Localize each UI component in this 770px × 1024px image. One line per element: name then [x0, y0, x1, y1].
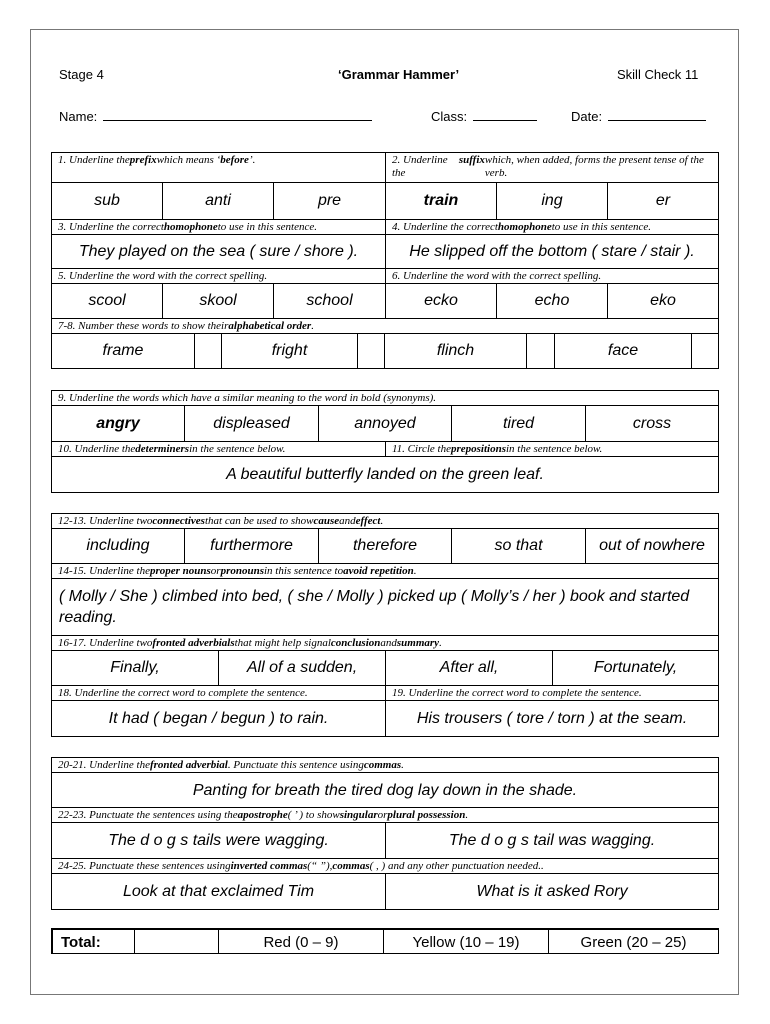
q78-word: face [555, 334, 692, 368]
q4-sentence[interactable]: He slipped off the bottom ( stare / stair ). [409, 243, 695, 260]
q10-instruction: 10. Underline the determiners in the sentence below. [52, 442, 386, 456]
q1-option[interactable]: anti [163, 183, 274, 219]
q11-instruction: 11. Circle the prepositions in the sentence below. [392, 443, 603, 455]
q22-23-sentence[interactable]: The d o g s tails were wagging. [52, 823, 386, 858]
q9-word: angry [52, 406, 185, 441]
name-field[interactable] [59, 108, 372, 124]
q12-13-option[interactable]: furthermore [185, 529, 319, 563]
q24-25-sentence[interactable]: Look at that exclaimed Tim [52, 874, 386, 909]
q12-13-option[interactable]: including [52, 529, 185, 563]
q12-13-option[interactable]: therefore [319, 529, 452, 563]
q78-number-box[interactable] [527, 334, 555, 368]
q14-15-sentence[interactable]: ( Molly / She ) climbed into bed, ( she / Molly ) picked up ( Molly’s / her ) book and started reading. [59, 588, 690, 626]
date-line[interactable] [608, 108, 706, 121]
stage-label: Stage 4 [59, 67, 104, 82]
q10-11-sentence[interactable]: A beautiful butterfly landed on the green leaf. [226, 466, 544, 483]
section-3 [51, 513, 719, 737]
q1-instruction: 1. Underline the prefix which means ‘ before ’. [52, 153, 386, 182]
q14-15-instruction: 14-15. Underline the proper nouns or pronouns in this sentence to avoid repetition . [58, 565, 417, 577]
q6-option[interactable]: eko [650, 292, 676, 309]
q19-sentence[interactable]: His trousers ( tore / torn ) at the seam. [416, 710, 688, 727]
q2-verb: train [386, 183, 497, 219]
q9-option[interactable]: displeased [185, 406, 319, 441]
q24-25-instruction: 24-25. Punctuate these sentences using inverted commas (“ ”), commas ( , ) and any other punctuation needed.. [58, 860, 544, 872]
q9-instruction: 9. Underline the words which have a similar meaning to the word in bold (synonyms). [58, 392, 437, 404]
q6-option[interactable]: echo [497, 284, 608, 318]
q1-option[interactable]: sub [52, 183, 163, 219]
section-4 [51, 757, 719, 910]
q78-word: frame [52, 334, 195, 368]
q19-instruction: 19. Underline the correct word to complete the sentence. [392, 687, 642, 699]
q22-23-instruction: 22-23. Punctuate the sentences using the apostrophe ( ’ ) to show singular or plural possession . [58, 809, 469, 821]
q1-option[interactable]: pre [274, 183, 386, 219]
class-label: Class: [431, 109, 468, 124]
date-field[interactable] [571, 108, 706, 124]
skill-check-label: Skill Check 11 [617, 67, 699, 82]
q78-number-box[interactable] [358, 334, 385, 368]
class-line[interactable] [473, 108, 537, 121]
q78-word: fright [222, 334, 358, 368]
q5-option[interactable]: skool [163, 284, 274, 318]
band-yellow: Yellow (10 – 19) [384, 930, 549, 954]
q12-13-instruction: 12-13. Underline two connectives that can be used to show cause and effect . [58, 515, 384, 527]
q9-option[interactable]: cross [632, 414, 672, 432]
q78-number-box[interactable] [195, 334, 222, 368]
q16-17-option[interactable]: After all, [386, 651, 553, 685]
q5-option[interactable]: school [274, 284, 386, 318]
q20-21-sentence[interactable]: Panting for breath the tired dog lay down in the shade. [192, 781, 578, 799]
q78-instruction: 7-8. Number these words to show their alphabetical order . [58, 320, 314, 332]
total-score-box[interactable] [135, 930, 219, 954]
q12-13-option[interactable]: so that [452, 529, 586, 563]
name-label: Name: [59, 109, 98, 124]
q9-option[interactable]: annoyed [319, 406, 452, 441]
q18-sentence[interactable]: It had ( began / begun ) to rain. [52, 701, 386, 736]
q20-21-instruction: 20-21. Underline the fronted adverbial . Punctuate this sentence using commas . [58, 759, 404, 771]
worksheet-title: ‘Grammar Hammer’ [338, 67, 460, 82]
q9-option[interactable]: tired [452, 406, 586, 441]
q18-instruction: 18. Underline the correct word to complete the sentence. [52, 686, 386, 700]
date-label: Date: [571, 109, 603, 124]
q5-instruction: 5. Underline the word with the correct spelling. [52, 269, 386, 283]
q2-option[interactable]: er [655, 192, 671, 209]
q78-word: flinch [385, 334, 527, 368]
q5-option[interactable]: scool [52, 284, 163, 318]
q12-13-option[interactable]: out of nowhere [599, 537, 705, 554]
q2-option[interactable]: ing [497, 183, 608, 219]
q6-option[interactable]: ecko [386, 284, 497, 318]
name-line[interactable] [103, 108, 372, 121]
section-1 [51, 152, 719, 369]
q16-17-option[interactable]: Fortunately, [593, 659, 678, 676]
q4-instruction: 4. Underline the correct homophone to use in this sentence. [392, 221, 651, 233]
q16-17-option[interactable]: All of a sudden, [219, 651, 386, 685]
total-label: Total: [53, 930, 135, 954]
q3-sentence[interactable]: They played on the sea ( sure / shore ). [52, 235, 386, 268]
class-field[interactable] [431, 108, 537, 124]
q6-instruction: 6. Underline the word with the correct spelling. [392, 270, 602, 282]
total-row [51, 928, 719, 954]
q22-23-sentence[interactable]: The d o g s tail was wagging. [448, 832, 656, 849]
q78-number-box[interactable] [692, 334, 718, 368]
section-2 [51, 390, 719, 493]
q16-17-option[interactable]: Finally, [52, 651, 219, 685]
q16-17-instruction: 16-17. Underline two fronted adverbials that might help signal conclusion and summary . [58, 637, 442, 649]
q24-25-sentence[interactable]: What is it asked Rory [476, 883, 628, 900]
band-red: Red (0 – 9) [219, 930, 384, 954]
band-green: Green (20 – 25) [580, 933, 687, 951]
q2-instruction: 2. Underline the suffix which, when added, forms the present tense of the verb. [392, 154, 704, 179]
q3-instruction: 3. Underline the correct homophone to use in this sentence. [52, 220, 386, 234]
